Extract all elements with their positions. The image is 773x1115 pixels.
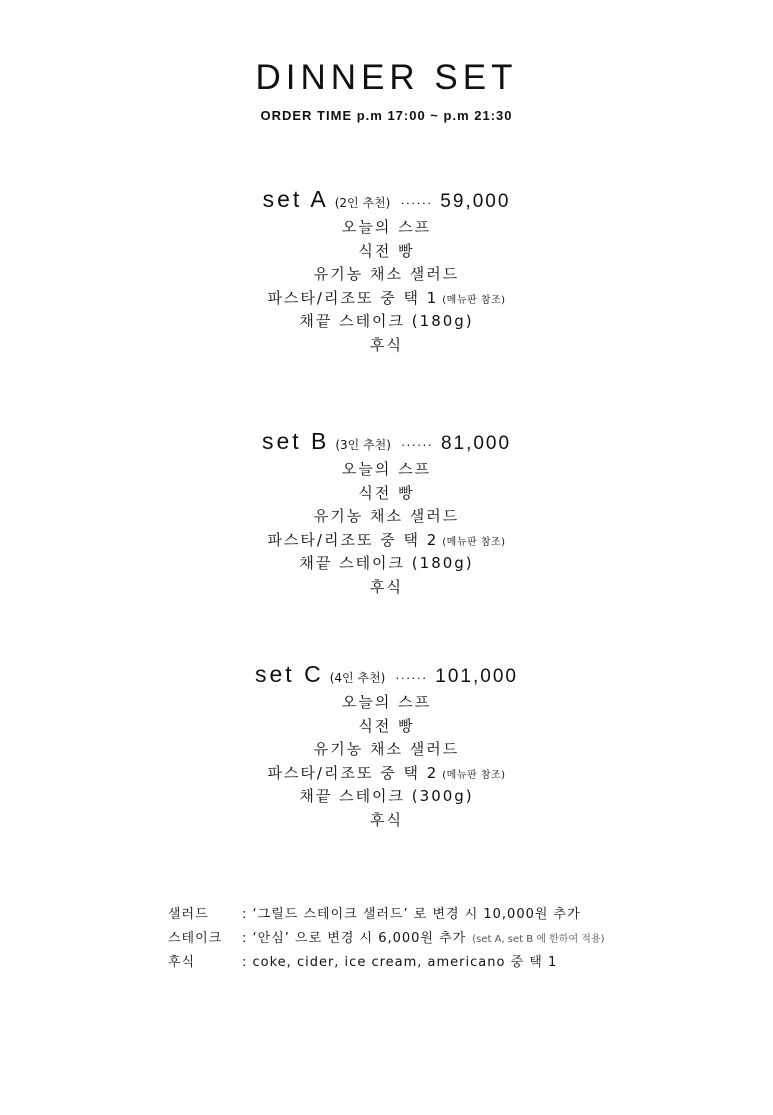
menu-item: 식전 빵 [358, 241, 415, 260]
menu-item-with-note [0, 762, 773, 786]
note-label: 후식 [168, 955, 196, 970]
menu-item: 오늘의 스프 [341, 693, 432, 711]
menu-item: 유기농 채소 샐러드 [313, 265, 460, 283]
menu-item: 후식 [370, 335, 403, 354]
set-a-items [0, 216, 773, 357]
set-price: 101,000 [435, 666, 518, 687]
set-c-section [0, 657, 773, 832]
menu-item-with-note [0, 529, 773, 553]
option-notes [168, 903, 728, 975]
set-leader-dots: ······ [400, 437, 433, 452]
set-a-header [0, 182, 773, 216]
menu-item: 유기농 채소 샐러드 [313, 740, 460, 758]
note-row-salad [168, 903, 728, 927]
menu-item: 오늘의 스프 [341, 218, 432, 236]
note-text: : coke, cider, ice cream, americano 중 택 1 [242, 955, 558, 970]
menu-item: 식전 빵 [358, 716, 415, 735]
menu-item: 채끝 스테이크 (180g) [299, 312, 474, 330]
note-row-dessert [168, 951, 728, 975]
note-label: 스테이크 [168, 931, 223, 946]
menu-item-text: 파스타/리조또 중 택 2 [267, 763, 439, 782]
set-price: 81,000 [440, 433, 512, 454]
note-text: : ‘그릴드 스테이크 샐러드’ 로 변경 시 10,000원 추가 [242, 907, 581, 922]
menu-item-note: (메뉴판 참조) [442, 294, 506, 306]
note-row-steak [168, 927, 728, 951]
menu-item: 오늘의 스프 [341, 460, 432, 478]
menu-item-with-note [0, 287, 773, 311]
order-time: ORDER TIME p.m 17:00 ~ p.m 21:30 [260, 108, 513, 123]
menu-item: 식전 빵 [358, 483, 415, 502]
set-price: 59,000 [440, 191, 511, 212]
set-b-section [0, 424, 773, 599]
set-recommend: (4인 추천) [329, 671, 386, 685]
set-recommend: (3인 추천) [335, 438, 391, 452]
menu-item: 채끝 스테이크 (300g) [299, 787, 474, 805]
set-leader-dots: ······ [400, 195, 433, 210]
page-title: DINNER SET [255, 58, 518, 97]
menu-item: 채끝 스테이크 (180g) [299, 554, 474, 572]
set-name: set A [262, 186, 329, 212]
set-c-header [0, 657, 773, 691]
set-name: set B [261, 428, 330, 454]
menu-item: 유기농 채소 샐러드 [313, 507, 460, 525]
set-leader-dots: ······ [395, 670, 428, 685]
menu-item-note: (메뉴판 참조) [442, 769, 506, 781]
menu-item: 후식 [370, 577, 403, 596]
note-text: : ‘안심’ 으로 변경 시 6,000원 추가 [242, 931, 467, 946]
set-name: set C [255, 661, 324, 687]
set-b-header [0, 424, 773, 458]
menu-item-note: (메뉴판 참조) [442, 536, 506, 548]
set-recommend: (2인 추천) [334, 196, 391, 210]
set-c-items [0, 691, 773, 832]
menu-item-text: 파스타/리조또 중 택 1 [267, 288, 439, 307]
menu-item: 후식 [370, 810, 403, 829]
set-b-items [0, 458, 773, 599]
note-label: 샐러드 [168, 907, 209, 922]
note-condition: (set A, set B 에 한하여 적용) [472, 934, 605, 945]
menu-item-text: 파스타/리조또 중 택 2 [267, 530, 439, 549]
set-a-section [0, 182, 773, 357]
